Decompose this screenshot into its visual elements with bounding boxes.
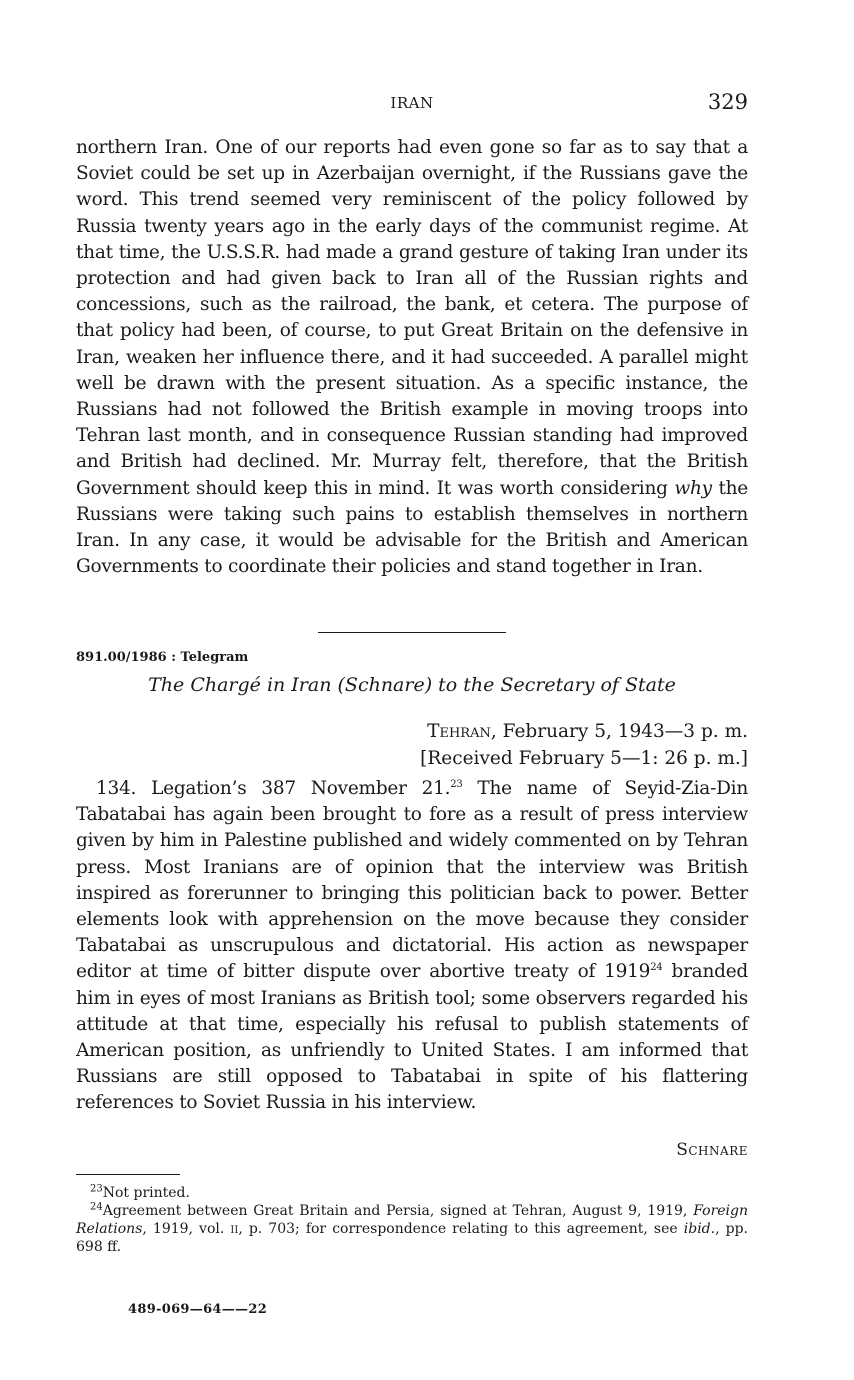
footnotes: [76, 1184, 748, 1256]
document-heading: [76, 674, 748, 696]
telegram-paragraph: [76, 776, 748, 1117]
footnote-23: [76, 1184, 748, 1202]
dateline-received: [Received February 5—1: 26 p. m.]: [420, 748, 748, 769]
continued-paragraph: [76, 135, 748, 580]
heading-suffix: ) to the Secretary of State: [424, 674, 676, 696]
footnote-text: , pp. 698 ff.: [76, 1221, 749, 1255]
footnote-text: Agreement between Great Britain and Persia, signed at Tehran, August 9, 1919,: [102, 1203, 688, 1219]
footnote-text: Not printed.: [102, 1185, 190, 1201]
printer-mark: 489-069—64——22: [128, 1302, 268, 1317]
paragraph-text-before-emphasis: northern Iran. One of our reports had even gone so far as to say that a Soviet could be set up in Azerbaijan overnight, if the Russians gave the word. This trend seemed very reminiscent of the policy followed by Russia twenty years ago in the early days of the communist regime. At that time, the U.S.S.R. had made a grand gesture of taking Iran under its protection and had given back to Iran all of the Russian rights and concessions, such as the railroad, the bank, et cetera. The purpose of that policy had been, of course, to put Great Britain on the defensive in Iran, weaken her influence there, and it had succeeded. A parallel might well be drawn with the present situation. As a specific instance, the Russians had not followed the British example in moving troops into Tehran last month, and in consequence Russian standing had improved and British had declined. Mr. Murray felt, therefore, that the British Government should keep this in mind. It was worth considering: [76, 137, 748, 499]
footnote-ref-23[interactable]: 23: [450, 778, 463, 790]
footnote-text: , p. 703; for correspondence relating to this agreement, see: [238, 1221, 678, 1237]
dateline-place: Tehran: [427, 721, 491, 742]
heading-name: Schnare: [344, 674, 425, 696]
file-reference: 891.00/1986 : Telegram: [76, 650, 249, 665]
telegram-body: [76, 776, 748, 1117]
footnote-text: , 1919, vol.: [142, 1221, 231, 1237]
section-divider: [318, 632, 506, 633]
paragraph-memorandum-continuation: [76, 135, 748, 580]
heading-prefix: The Chargé in Iran (: [148, 674, 345, 696]
running-title: IRAN: [390, 94, 434, 112]
footnote-24: [76, 1202, 748, 1256]
footnote-italic-ibid: ibid.: [683, 1221, 716, 1237]
paragraph-text-after-emphasis: the Russians were taking such pains to establish themselves in northern Iran. In any case, it would be advisable for the British and American Governments to coordinate their policies and stand together in Iran.: [76, 477, 748, 578]
telegram-text-2: The name of Seyid-Zia-Din Tabatabai has again been brought to fore as a result of press interview given by him in Palestine published and widely commented on by Tehran press. Most Iranians are of opinion that the interview was British inspired as forerunner to bringing this politician back to power. Better elements look with apprehension on the move because they consider Tabatabai as unscrupulous and dictatorial. His action as newspaper editor at time of bitter dispute over abortive treaty of 1919: [76, 778, 748, 983]
signature: Schnare: [676, 1140, 748, 1160]
footnote-ref-24[interactable]: 24: [650, 962, 663, 974]
document-page: [76, 0, 748, 1380]
running-head: [76, 90, 748, 118]
footnote-italic-title: Foreign Relations: [76, 1203, 748, 1237]
footnote-number: 24: [90, 1201, 103, 1213]
dateline: [420, 718, 748, 772]
telegram-text-1: 134. Legation’s 387 November 21.: [96, 778, 451, 799]
footnote-number: 23: [90, 1183, 103, 1195]
page-number: 329: [707, 90, 748, 114]
dateline-sent: [420, 718, 748, 745]
emphasis-why: why: [674, 477, 712, 499]
footnote-volume: ii: [230, 1221, 239, 1237]
dateline-date: , February 5, 1943—3 p. m.: [490, 721, 748, 742]
footnote-divider: [76, 1174, 180, 1175]
telegram-text-3: branded him in eyes of most Iranians as British tool; some observers regarded his attitude at that time, especially his refusal to publish statements of American position, as unfriendly to United States. I am informed that Russians are still opposed to Tabatabai in spite of his flattering references to Soviet Russia in his interview.: [76, 961, 748, 1114]
